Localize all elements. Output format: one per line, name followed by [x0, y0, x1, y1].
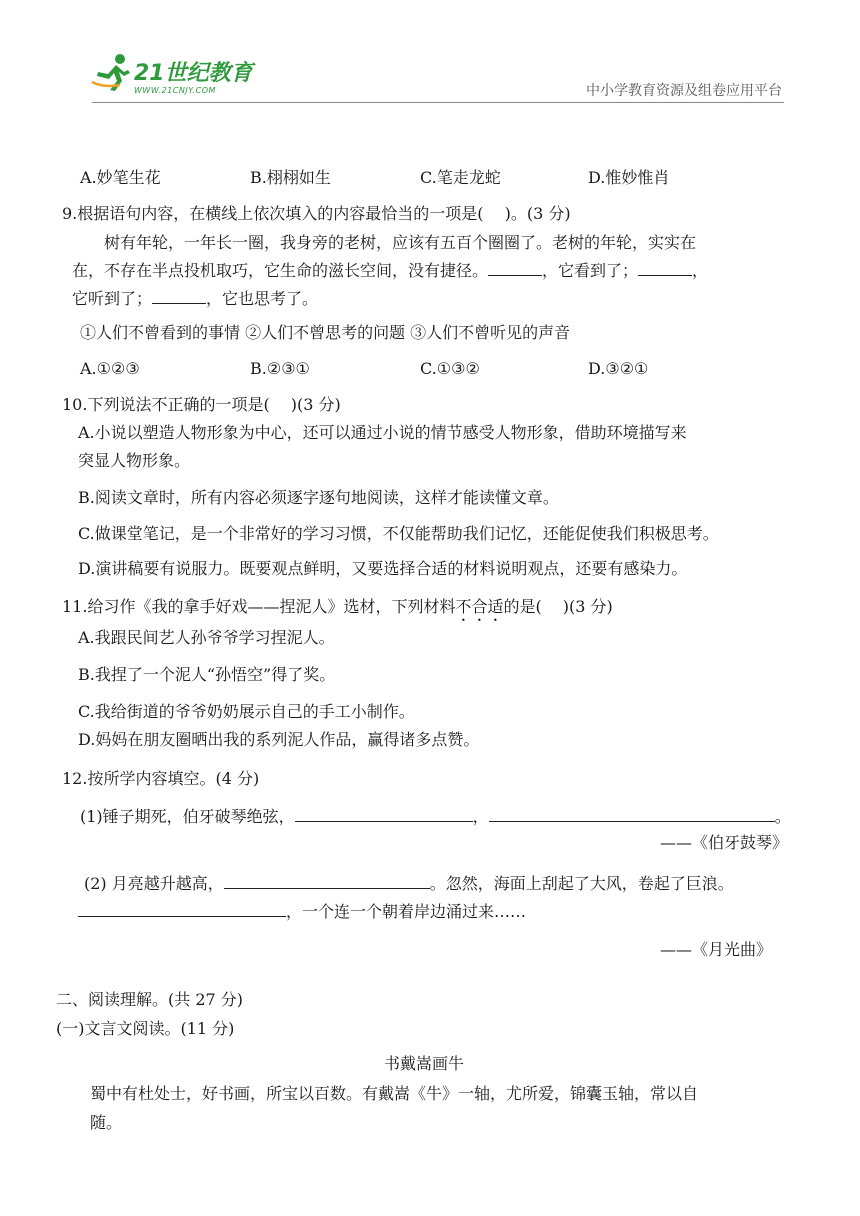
page-header	[0, 0, 860, 110]
q9-option-b: B.②③①	[250, 359, 310, 378]
passage-line-1: 蜀中有杜处士，好书画，所宝以百数。有戴嵩《牛》一轴，尤所爱，锦囊玉轴，常以自	[90, 1084, 699, 1103]
q8-option-d: D.惟妙惟肖	[588, 168, 670, 187]
q10-option-a-line-2: 突显人物形象。	[78, 451, 191, 470]
q9-option-c: C.①③②	[420, 359, 480, 378]
logo-text: 21世纪教育	[134, 61, 253, 86]
fill-blank[interactable]	[78, 902, 286, 917]
q8-option-c: C.笔走龙蛇	[420, 168, 501, 187]
q12-stem: 12.按所学内容填空。(4 分)	[62, 769, 260, 788]
q8-option-b: B.栩栩如生	[250, 168, 331, 187]
runner-logo-icon	[90, 52, 134, 92]
passage-title: 书戴嵩画牛	[384, 1054, 465, 1073]
section-2-subtitle: (一)文言文阅读。(11 分)	[56, 1019, 235, 1038]
q9-passage-line-1: 树有年轮，一年长一圈，我身旁的老树，应该有五百个圈圈了。老树的年轮，实实在	[104, 233, 697, 252]
q9-items: ①人们不曾看到的事情 ②人们不曾思考的问题 ③人们不曾听见的声音	[80, 323, 571, 342]
logo-url: WWW.21CNJY.COM	[134, 86, 216, 95]
q11-option-c: C.我给街道的爷爷奶奶展示自己的手工小制作。	[78, 702, 415, 721]
q9-stem: 9.根据语句内容，在横线上依次填入的内容最恰当的一项是( )。(3 分)	[62, 204, 571, 223]
q9-passage-line-3: 它听到了； ，它也思考了。	[72, 289, 319, 308]
q12-part-2-line-1: (2) 月亮越升越高， 。忽然，海面上刮起了大风，卷起了巨浪。	[84, 874, 734, 893]
q9-passage-line-2: 在，不存在半点投机取巧，它生命的滋长空间，没有捷径。 ，它看到了； ，	[72, 261, 709, 280]
q10-option-c: C.做课堂笔记，是一个非常好的学习习惯，不仅能帮助我们记忆，还能促使我们积极思考。	[78, 524, 719, 543]
q11-stem: 11.给习作《我的拿手好戏——捏泥人》选材，下列材料不合适的是( )(3 分)	[62, 597, 613, 616]
logo	[90, 52, 260, 102]
platform-name: 中小学教育资源及组卷应用平台	[586, 83, 782, 99]
q10-stem: 10.下列说法不正确的一项是( )(3 分)	[62, 395, 341, 414]
q12-source-2: ——《月光曲》	[660, 940, 773, 959]
q11-option-b: B.我捏了一个泥人“孙悟空”得了奖。	[78, 665, 336, 684]
blank[interactable]	[152, 289, 206, 304]
q10-option-b: B.阅读文章时，所有内容必须逐字逐句地阅读，这样才能读懂文章。	[78, 488, 559, 507]
q9-option-d: D.③②①	[588, 359, 649, 378]
section-2-title: 二、阅读理解。(共 27 分)	[56, 990, 244, 1009]
q12-source-1: ——《伯牙鼓琴》	[660, 833, 789, 852]
q10-option-a-line-1: A.小说以塑造人物形象为中心，还可以通过小说的情节感受人物形象，借助环境描写来	[78, 423, 687, 442]
q8-option-a: A.妙笔生花	[80, 168, 161, 187]
q10-option-d: D.演讲稿要有说服力。既要观点鲜明，又要选择合适的材料说明观点，还要有感染力。	[78, 559, 688, 578]
emphasis-text: 不合适	[455, 597, 504, 616]
q11-option-d: D.妈妈在朋友圈晒出我的系列泥人作品，赢得诸多点赞。	[78, 730, 480, 749]
q9-option-a: A.①②③	[80, 359, 140, 378]
passage-line-2: 随。	[90, 1113, 123, 1132]
q11-option-a: A.我跟民间艺人孙爷爷学习捏泥人。	[78, 628, 335, 647]
fill-blank[interactable]	[295, 807, 473, 822]
fill-blank[interactable]	[224, 874, 430, 889]
q12-part-2-line-2: ，一个连一个朝着岸边涌过来……	[78, 902, 526, 922]
q12-part-1: (1)锤子期死，伯牙破琴绝弦， ， 。	[80, 807, 791, 826]
blank[interactable]	[638, 261, 692, 276]
header-divider	[92, 102, 784, 103]
fill-blank[interactable]	[489, 807, 775, 822]
blank[interactable]	[488, 261, 542, 276]
